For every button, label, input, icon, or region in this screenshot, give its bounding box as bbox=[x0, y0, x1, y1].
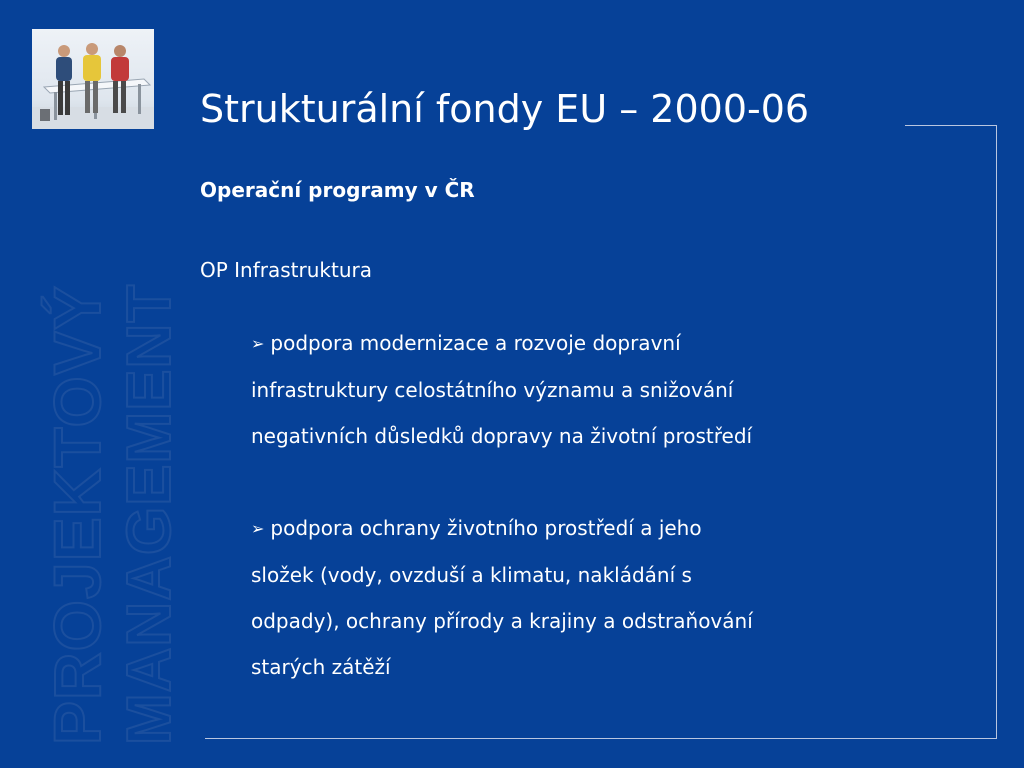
bullet-list bbox=[251, 320, 951, 690]
bullet-line: starých zátěží bbox=[251, 655, 391, 679]
frame-line-bottom bbox=[205, 738, 997, 739]
bullet-line: negativních důsledků dopravy na životní prostředí bbox=[251, 424, 753, 448]
frame-line-right bbox=[996, 125, 997, 739]
bullet-item bbox=[251, 505, 951, 690]
bullet-line: složek (vody, ovzduší a klimatu, nakládání s bbox=[251, 563, 692, 587]
section-label: OP Infrastruktura bbox=[200, 258, 372, 282]
bullet-item bbox=[251, 320, 951, 459]
watermark-line-1: PROJEKTOVÝ bbox=[40, 285, 114, 745]
watermark-line-2: MANAGEMENT bbox=[115, 283, 184, 745]
team-photo bbox=[32, 29, 154, 129]
arrowhead-bullet-icon: ➢ bbox=[251, 519, 265, 538]
arrowhead-bullet-icon: ➢ bbox=[251, 334, 265, 353]
frame-line-top bbox=[905, 125, 997, 126]
bullet-line: odpady), ochrany přírody a krajiny a odstraňování bbox=[251, 609, 753, 633]
bullet-line: podpora ochrany životního prostředí a jeho bbox=[270, 516, 702, 540]
projektovy-management-watermark bbox=[22, 230, 184, 750]
slide-subtitle: Operační programy v ČR bbox=[200, 178, 475, 202]
bullet-line: infrastruktury celostátního významu a snižování bbox=[251, 378, 734, 402]
slide-title: Strukturální fondy EU – 2000-06 bbox=[200, 87, 810, 131]
bullet-line: podpora modernizace a rozvoje dopravní bbox=[270, 331, 681, 355]
